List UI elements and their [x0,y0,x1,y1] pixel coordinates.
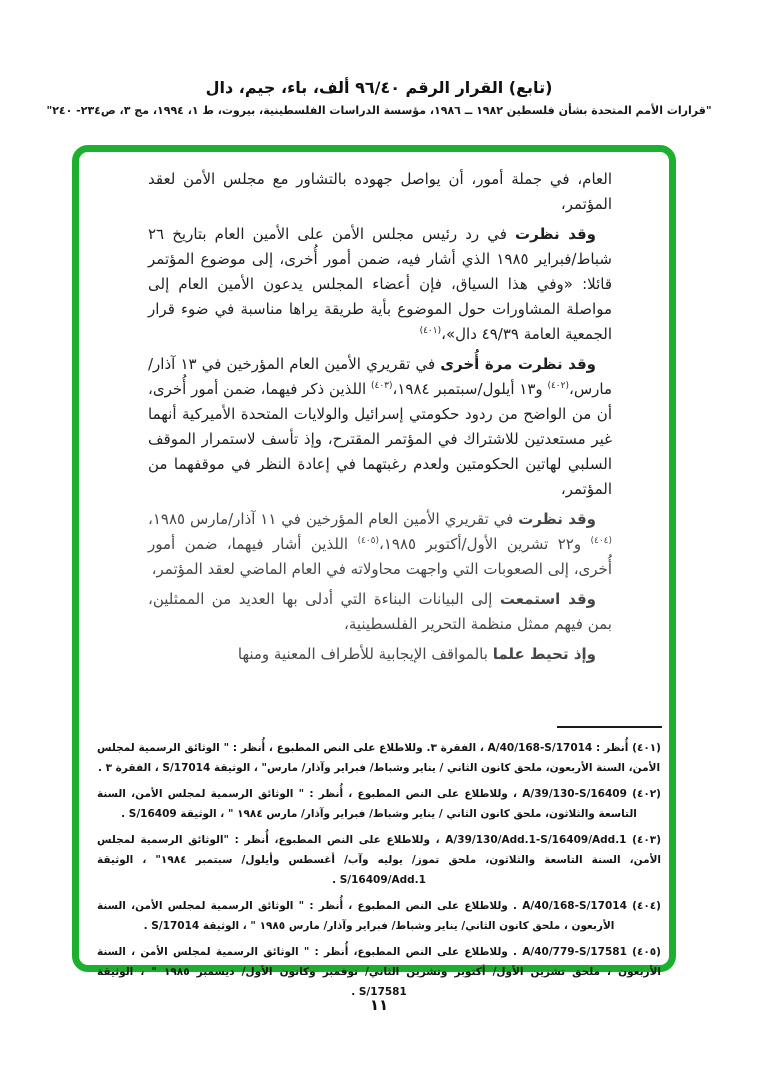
footnote-reference: (٤٠٤) [590,536,613,546]
footnote: (٤٠٤) A/40/168-S/17014 . وللاطلاع على النص المطبوع ، أُنظر : " الوثائق الرسمية لمجلس الأمن، السنة الأربعون ، ملحق كانون الثاني/ يناير وشباط/ فبراير وآذار/ مارس ١٩٨٥ " ، الوثيقة S/17014 . [97,900,661,932]
body-paragraph: وقد استمعت إلى البيانات البناءة التي أدلى بها العديد من الممثلين، بمن فيهم ممثل منظمة التحرير الفلسطينية، [148,590,612,633]
footnote: (٤٠٣) A/39/130/Add.1-S/16409/Add.1 ، وللاطلاع على النص المطبوع، أُنظر : "الوثائق الرسمية لمجلس الأمن، السنة التاسعة والثلاثون، ملحق تموز/ يوليه وآب/ أغسطس وأيلول/ سبتمبر ١٩٨٤" ، الوثيقة S/16409/Add.1 . [97,834,661,886]
page-number: ١١ [369,996,389,1014]
footnote-reference: (٤٠٣) [370,381,393,391]
footnotes-list [97,738,661,1008]
footnote-reference: (٤٠١) [419,326,442,336]
body-paragraph: وقد نظرت مرة أُخرى في تقريري الأمين العام المؤرخين في ١٣ آذار/مارس،$^{(٤٠٢)}$ و١٣ أيلول/سبتمبر ١٩٨٤،$^{(٤٠٣)}$ اللذين ذكر فيهما، ضمن أمور أُخرى، أن من الواضح من ردود حكومتي إسرائيل والولايات المتحدة الأميركية أنهما غير مستعدتين للاشتراك في المؤتمر المقترح، وإذ تأسف لاستمرار الموقف السلبي لهاتين الحكومتين ولعدم رغبتهما في إعادة النظر في موقفهما من المؤتمر، [148,355,612,498]
body-paragraphs [148,167,612,672]
footnote-reference: (٤٠٥) [357,536,380,546]
footnote-reference: (٤٠٢) [547,381,569,391]
body-paragraph: العام، في جملة أمور، أن يواصل جهوده بالتشاور مع مجلس الأمن لعقد المؤتمر، [148,170,612,213]
footnote: (٤٠٢) A/39/130-S/16409 ، وللاطلاع على النص المطبوع ، أُنظر : " الوثائق الرسمية لمجلس الأمن، السنة التاسعة والثلاثون، ملحق كانون الثاني / يناير وشباط/ فبراير وآذار/ مارس ١٩٨٤ " ، الوثيقة S/16409 . [97,788,661,820]
resolution-title: (تابع) القرار الرقم ٩٦/٤٠ ألف، باء، جيم، دال [205,78,553,97]
footnote: (٤٠١) أُنظر : A/40/168-S/17014 ، الفقرة ٣. وللاطلاع على النص المطبوع ، أُنظر : " الوثائق الرسمية لمجلس الأمن، السنة الأربعون، ملحق كانون الثاني / يناير وشباط/ فبراير وآذار/ مارس" ، الوثيقة S/17014 ، الفقرة ٣ . [97,742,661,774]
footnote-separator [557,726,662,728]
page-header [0,78,758,118]
body-paragraph: وقد نظرت في تقريري الأمين العام المؤرخين في ١١ آذار/مارس ١٩٨٥،$^{(٤٠٤)}$ و٢٢ تشرين الأول/أكتوبر ١٩٨٥،$^{(٤٠٥)}$ اللذين أشار فيهما، ضمن أمور أُخرى، إلى الصعوبات التي واجهت محاولاته في العام الماضي لعقد المؤتمر، [148,510,613,578]
source-citation: "قرارات الأمم المتحدة بشأن فلسطين ١٩٨٢ ــ ١٩٨٦، مؤسسة الدراسات الفلسطينية، بيروت، ط ١، ١٩٩٤، مج ٣، ص٢٣٤- ٢٤٠" [46,104,712,117]
footnote: (٤٠٥) A/40/779-S/17581 . وللاطلاع على النص المطبوع، أُنظر : " الوثائق الرسمية لمجلس الأمن ، السنة الأربعون ، ملحق تشرين الأول/ أكتوبر وتشرين الثاني/ نوفمبر وكانون الأول/ ديسمبر ١٩٨٥ " ، الوثيقة S/17581 . [97,946,661,998]
body-paragraph: وقد نظرت في رد رئيس مجلس الأمن على الأمين العام بتاريخ ٢٦ شباط/فبراير ١٩٨٥ الذي أشار فيه، ضمن أمور أُخرى، إلى موضوع المؤتمر قائلا: «وفي هذا السياق، فإن أعضاء المجلس يدعون الأمين العام إلى مواصلة المشاورات حول الموضوع بأية طريقة يراها مناسبة في ضوء قرار الجمعية العامة ٤٩/٣٩ دال»،$^{(٤٠١)}$ [148,225,612,343]
body-paragraph: وإذ تحيط علما بالمواقف الإيجابية للأطراف المعنية ومنها [237,645,596,663]
